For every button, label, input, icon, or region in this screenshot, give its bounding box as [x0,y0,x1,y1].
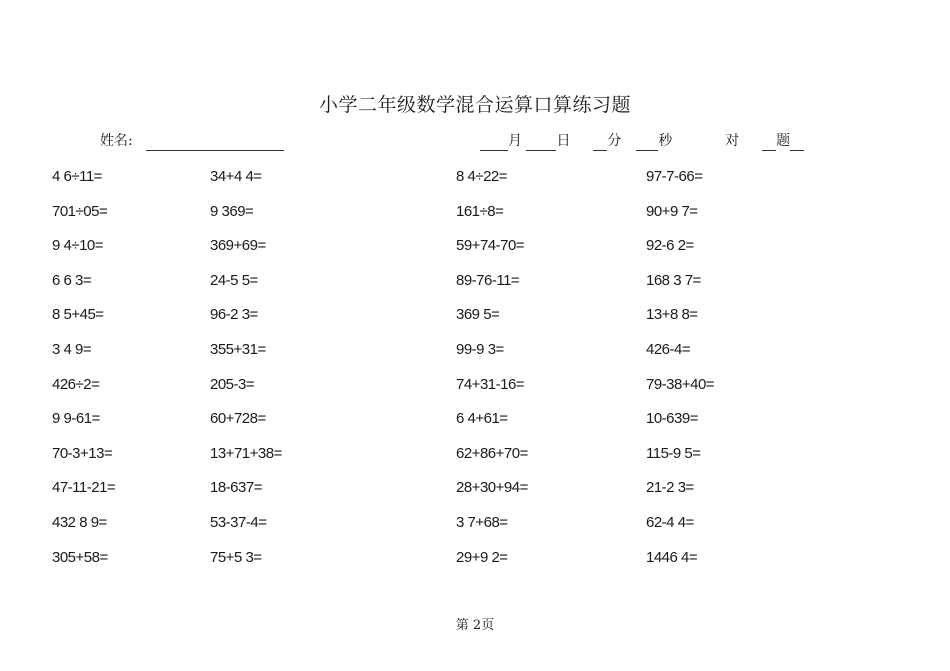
problem: 62+86+70= [456,444,528,462]
problem: 97-7-66= [646,168,703,185]
problem: 59+74-70= [456,237,525,255]
problem: 161÷8= [456,202,504,220]
problem: 70-3+13= [52,444,113,462]
problem: 6 6 3= [52,271,92,289]
questions-label: 题 [776,133,791,149]
problem: 369+69= [210,237,266,255]
problem-row [0,237,950,272]
problem: 3 7+68= [456,513,508,531]
problem-row [0,549,950,584]
problem: 92-6 2= [646,237,694,255]
problem: 9 369= [210,202,254,220]
problem: 34+4 4= [210,168,262,185]
month-label: 月 [508,133,522,149]
problem: 18-637= [210,479,262,497]
name-label: 姓名: [100,133,133,149]
problem-row [0,341,950,376]
problem-row [0,203,950,238]
problem: 60+728= [210,410,266,428]
problem: 90+9 7= [646,202,698,220]
problem: 115-9 5= [646,444,701,462]
problem-row [0,168,950,203]
date-time-row [480,131,804,151]
problem-row [0,272,950,307]
problem-row [0,410,950,445]
problem: 47-11-21= [52,479,116,497]
problem-row [0,514,950,549]
problem: 355+31= [210,340,266,358]
second-label: 秒 [658,133,673,149]
problem: 305+58= [52,548,108,566]
problem-row [0,376,950,411]
problem: 74+31-16= [456,375,525,393]
name-blank [146,131,284,151]
problem: 28+30+94= [456,479,528,497]
problem: 10-639= [646,410,698,428]
problem: 24-5 5= [210,271,258,289]
problem: 79-38+40= [646,375,715,393]
problem: 432 8 9= [52,513,107,531]
problem: 13+71+38= [210,444,282,462]
problem: 62-4 4= [646,513,694,531]
problem: 426÷2= [52,375,100,393]
problem: 99-9 3= [456,340,504,358]
problem: 9 4÷10= [52,237,104,255]
day-label: 日 [556,133,571,149]
problem: 205-3= [210,375,255,393]
correct-label: 对 [725,133,740,149]
problem: 89-76-11= [456,271,520,289]
problem: 53-37-4= [210,513,267,531]
problem-row [0,479,950,514]
problem: 3 4 9= [52,340,92,358]
problem: 1446 4= [646,548,698,566]
problem: 168 3 7= [646,271,701,289]
problem-row [0,445,950,480]
problem: 4 6÷11= [52,168,102,185]
problem-row [0,306,950,341]
problem: 369 5= [456,306,500,324]
problem: 96-2 3= [210,306,258,324]
problem: 426-4= [646,340,691,358]
problem: 701÷05= [52,202,108,220]
problem: 9 9-61= [52,410,100,428]
minute-label: 分 [607,133,622,149]
problem: 13+8 8= [646,306,698,324]
worksheet-title: 小学二年级数学混合运算口算练习题 [318,94,631,116]
problem: 8 5+45= [52,306,104,324]
problem-grid [0,168,950,583]
problem: 29+9 2= [456,548,508,566]
problem: 8 4÷22= [456,168,508,185]
page-number: 第 2页 [455,618,495,633]
problem: 6 4+61= [456,410,508,428]
problem: 21-2 3= [646,479,694,497]
problem: 75+5 3= [210,548,262,566]
